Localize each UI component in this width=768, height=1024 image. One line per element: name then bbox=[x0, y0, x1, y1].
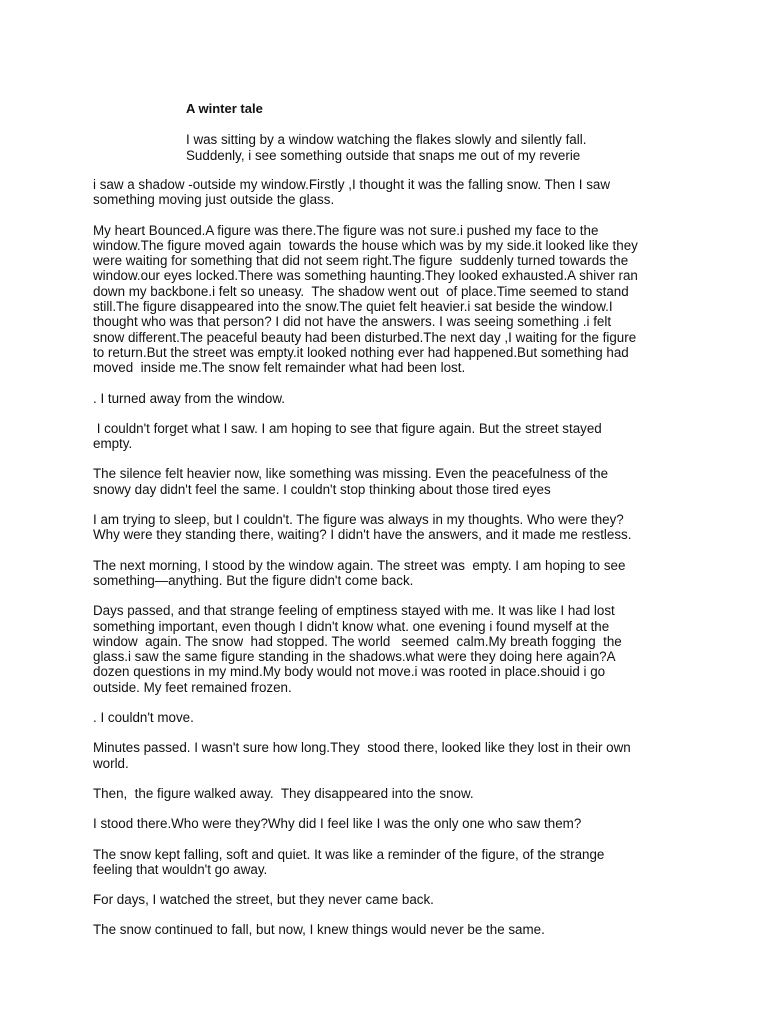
paragraph-line: were waiting for something that did not seem right.The figure suddenly turned towards the bbox=[93, 253, 629, 269]
story-paragraph bbox=[93, 847, 683, 878]
paragraph-line: window.our eyes locked.There was something haunting.They looked exhausted.A shiver ran bbox=[93, 268, 638, 284]
paragraph-line: I stood there.Who were they?Why did I feel like I was the only one who saw them? bbox=[93, 816, 582, 832]
paragraph-line: For days, I watched the street, but they never came back. bbox=[93, 892, 434, 908]
story-body bbox=[93, 177, 683, 953]
story-paragraph bbox=[93, 558, 683, 589]
story-paragraph bbox=[93, 922, 683, 937]
story-paragraph bbox=[93, 512, 683, 543]
paragraph-line: window again. The snow had stopped. The world seemed calm.My breath fogging the bbox=[93, 633, 622, 649]
paragraph-line: outside. My feet remained frozen. bbox=[93, 679, 292, 695]
story-paragraph bbox=[93, 710, 683, 725]
paragraph-line: to return.But the street was empty.it looked nothing ever had happened.But something had bbox=[93, 344, 629, 360]
story-paragraph bbox=[93, 786, 683, 801]
paragraph-line: I am trying to sleep, but I couldn't. The figure was always in my thoughts. Who were they? bbox=[93, 512, 624, 528]
paragraph-line: The silence felt heavier now, like something was missing. Even the peacefulness of the bbox=[93, 466, 609, 482]
paragraph-line: The next morning, I stood by the window again. The street was empty. I am hoping to see bbox=[93, 557, 626, 573]
paragraph-line: something—anything. But the figure didn't come back. bbox=[93, 572, 414, 588]
paragraph-line: The snow continued to fall, but now, I knew things would never be the same. bbox=[93, 922, 545, 938]
paragraph-line: moved inside me.The snow felt remainder what had been lost. bbox=[93, 360, 466, 376]
paragraph-line: Why were they standing there, waiting? I didn't have the answers, and it made me restless. bbox=[93, 527, 632, 543]
paragraph-line: feeling that wouldn't go away. bbox=[93, 861, 268, 877]
story-paragraph bbox=[93, 466, 683, 497]
paragraph-line: down my backbone.i felt so uneasy. The shadow went out of place.Time seemed to stand bbox=[93, 283, 629, 299]
paragraph-line: snow different.The peaceful beauty had been disturbed.The next day ,I waiting for the figure bbox=[93, 329, 637, 345]
paragraph-line: something moving just outside the glass. bbox=[93, 192, 335, 208]
paragraph-line: something important, even though I didn't know what. one evening i found myself at the bbox=[93, 618, 610, 634]
story-paragraph bbox=[93, 816, 683, 831]
document-title: A winter tale bbox=[186, 101, 263, 116]
paragraph-line: The snow kept falling, soft and quiet. It was like a reminder of the figure, of the strange bbox=[93, 846, 605, 862]
paragraph-line: I couldn't forget what I saw. I am hoping to see that figure again. But the street stayed bbox=[93, 420, 602, 436]
paragraph-line: Minutes passed. I wasn't sure how long.They stood there, looked like they lost in their own bbox=[93, 740, 631, 756]
story-paragraph bbox=[93, 223, 683, 376]
story-paragraph bbox=[93, 177, 683, 208]
paragraph-line: . I couldn't move. bbox=[93, 710, 194, 726]
paragraph-line: . I turned away from the window. bbox=[93, 390, 286, 406]
story-paragraph bbox=[93, 892, 683, 907]
paragraph-line: i saw a shadow -outside my window.Firstly ,I thought it was the falling snow. Then I saw bbox=[93, 177, 611, 192]
paragraph-line: thought who was that person? I did not have the answers. I was seeing something .i felt bbox=[93, 314, 612, 330]
intro-line: Suddenly, i see something outside that snaps me out of my reverie bbox=[186, 148, 581, 163]
paragraph-line: glass.i saw the same figure standing in the shadows.what were they doing here again?A bbox=[93, 649, 616, 665]
paragraph-line: window.The figure moved again towards the house which was by my side.it looked like they bbox=[93, 237, 638, 253]
paragraph-line: dozen questions in my mind.My body would not move.i was rooted in place.shouid i go bbox=[93, 664, 606, 680]
paragraph-line: empty. bbox=[93, 436, 133, 452]
paragraph-line: still.The figure disappeared into the snow.The quiet felt heavier.i sat beside the window.I bbox=[93, 299, 613, 315]
story-paragraph bbox=[93, 391, 683, 406]
story-paragraph bbox=[93, 740, 683, 771]
paragraph-line: world. bbox=[93, 755, 129, 771]
intro-paragraph bbox=[186, 132, 656, 164]
paragraph-line: Then, the figure walked away. They disappeared into the snow. bbox=[93, 785, 474, 801]
paragraph-line: snowy day didn't feel the same. I couldn't stop thinking about those tired eyes bbox=[93, 481, 551, 497]
story-paragraph bbox=[93, 603, 683, 695]
intro-line: I was sitting by a window watching the flakes slowly and silently fall. bbox=[186, 132, 587, 147]
story-paragraph bbox=[93, 421, 683, 452]
paragraph-line: My heart Bounced.A figure was there.The figure was not sure.i pushed my face to the bbox=[93, 222, 599, 238]
paragraph-line: Days passed, and that strange feeling of emptiness stayed with me. It was like I had lost bbox=[93, 603, 615, 619]
